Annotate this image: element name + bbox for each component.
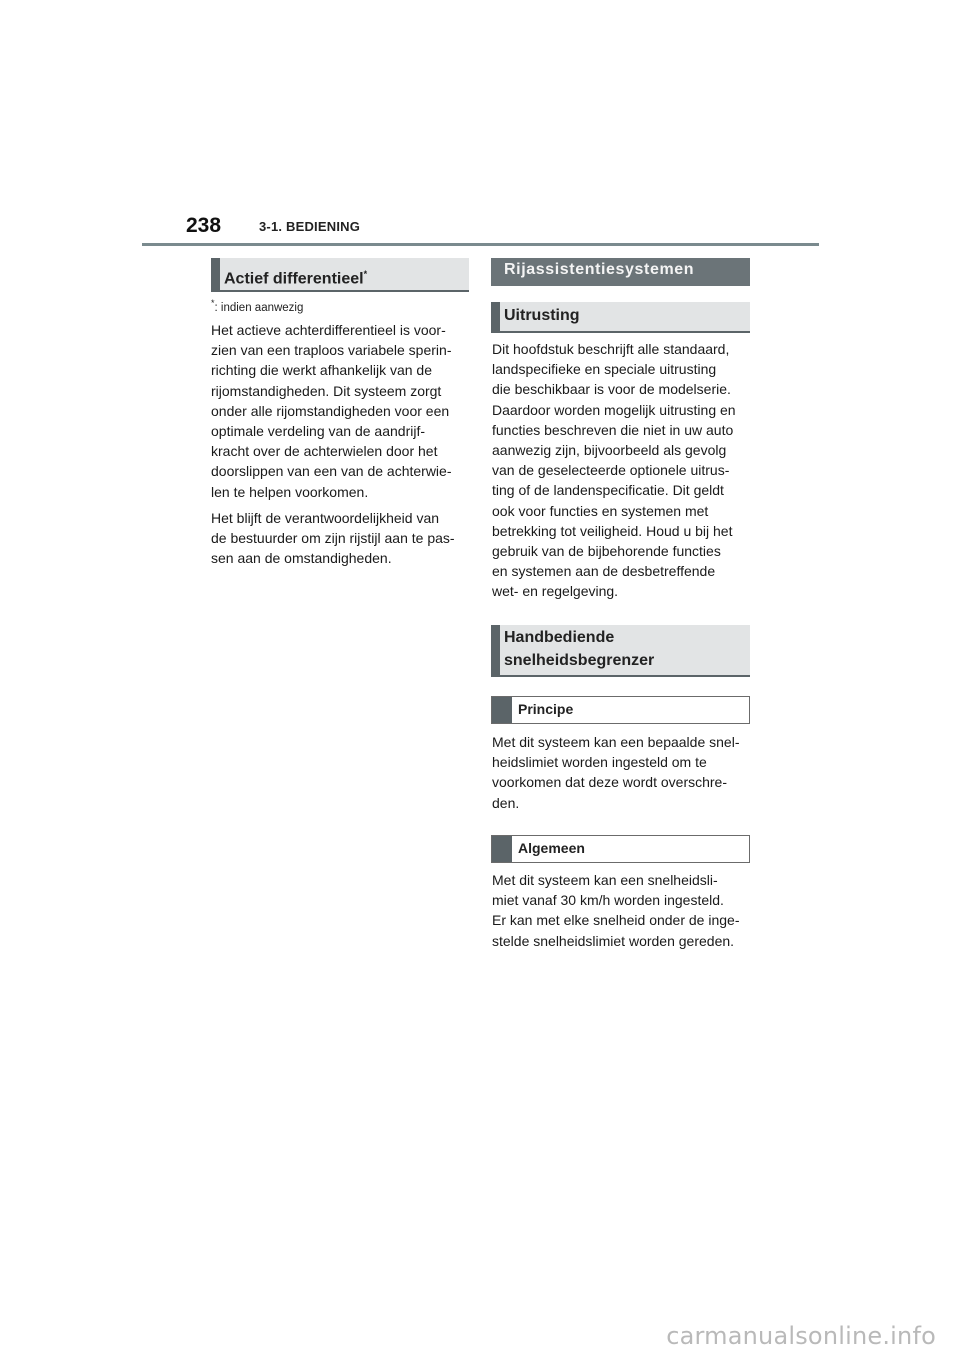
- text-line: Met dit systeem kan een bepaalde snel-: [492, 734, 740, 750]
- text-line: stelde snelheidslimiet worden gereden.: [492, 932, 735, 949]
- subheading-text: Algemeen: [518, 840, 585, 856]
- text-line: ook voor functies en systemen met: [492, 502, 709, 519]
- paragraph-differentieel-2: [211, 508, 455, 569]
- text-line: den.: [492, 794, 520, 811]
- paragraph-algemeen: [492, 870, 739, 951]
- paragraph-principe: [492, 732, 739, 813]
- subheading-marker: [492, 697, 512, 723]
- heading-line: Handbediende: [504, 629, 615, 646]
- subheading-marker: [492, 836, 512, 862]
- text-line: heidslimiet worden ingesteld om te: [492, 754, 707, 771]
- text-line: de bestuurder om zijn rijstijl aan te pas-: [211, 530, 455, 547]
- text-line: functies beschreven die niet in uw auto: [492, 421, 734, 438]
- text-line: landspecifieke en speciale uitrusting: [492, 361, 717, 378]
- text-line: wet- en regelgeving.: [492, 583, 619, 600]
- text-line: gebruik van de bijbehorende functies: [492, 543, 721, 560]
- page-number: 238: [186, 214, 222, 237]
- heading-line: snelheidsbegrenzer: [504, 652, 655, 669]
- subheading-text: Principe: [518, 701, 574, 717]
- section-title: 3-1. BEDIENING: [259, 219, 361, 234]
- text-line: voorkomen dat deze wordt overschre-: [492, 774, 727, 791]
- heading-bar: [211, 258, 220, 292]
- text-line: doorslippen van een van de achterwie-: [211, 463, 452, 480]
- subheading-algemeen: [491, 835, 750, 863]
- text-line: die beschikbaar is voor de modelserie.: [492, 381, 731, 398]
- asterisk-marker: *: [363, 269, 368, 279]
- text-line: onder alle rijomstandigheden voor een: [211, 402, 450, 419]
- text-line: len te helpen voorkomen.: [211, 483, 369, 500]
- heading-rijassistentiesystemen: [491, 258, 750, 286]
- watermark: carmanualsonline.info: [666, 1322, 936, 1350]
- text-line: betrekking tot veiligheid. Houd u bij het: [492, 522, 733, 539]
- text-line: kracht over de achterwielen door het: [211, 443, 438, 460]
- heading-text: Uitrusting: [504, 307, 580, 324]
- heading-bar: [491, 302, 500, 333]
- text-line: richting die werkt afhankelijk van de: [211, 362, 433, 379]
- text-line: miet vanaf 30 km/h worden ingesteld.: [492, 892, 724, 909]
- heading-actief-differentieel: [211, 258, 469, 292]
- subheading-principe: [491, 696, 750, 724]
- header-rule: [142, 243, 819, 246]
- heading-underline: [491, 675, 750, 677]
- heading-underline: [491, 331, 750, 333]
- text-line: rijomstandigheden. Dit systeem zorgt: [211, 382, 442, 399]
- text-line: Dit hoofdstuk beschrijft alle standaard,: [492, 341, 730, 357]
- heading-snelheidsbegrenzer: [491, 625, 750, 677]
- text-line: Daardoor worden mogelijk uitrusting en: [492, 401, 736, 418]
- heading-text: [504, 626, 654, 672]
- text-line: aanwezig zijn, bijvoorbeeld als gevolg: [492, 442, 727, 459]
- text-line: optimale verdeling van de aandrijf-: [211, 423, 426, 440]
- text-line: zien van een traploos variabele sperin-: [211, 342, 452, 359]
- heading-text: Rijassistentiesystemen: [504, 261, 695, 278]
- paragraph-uitrusting: [492, 339, 736, 602]
- paragraph-differentieel-1: [211, 320, 452, 502]
- text-line: en systemen aan de desbetreffende: [492, 563, 716, 580]
- heading-bar: [491, 625, 500, 677]
- heading-label: Actief differentieel: [224, 270, 364, 288]
- text-line: sen aan de omstandigheden.: [211, 550, 392, 567]
- footnote: [211, 298, 303, 314]
- heading-uitrusting: [491, 302, 750, 333]
- text-line: Met dit systeem kan een snelheidsli-: [492, 872, 718, 888]
- footnote-text: : indien aanwezig: [214, 301, 304, 314]
- text-line: Het actieve achterdifferentieel is voor-: [211, 322, 446, 338]
- text-line: ting of de landenspecificatie. Dit geldt: [492, 482, 724, 499]
- text-line: van de geselecteerde optionele uitrus-: [492, 462, 730, 479]
- heading-text: [224, 263, 367, 290]
- text-line: Het blijft de verantwoordelijkheid van: [211, 510, 440, 526]
- text-line: Er kan met elke snelheid onder de inge-: [492, 912, 740, 929]
- footnote-marker: *: [211, 298, 215, 308]
